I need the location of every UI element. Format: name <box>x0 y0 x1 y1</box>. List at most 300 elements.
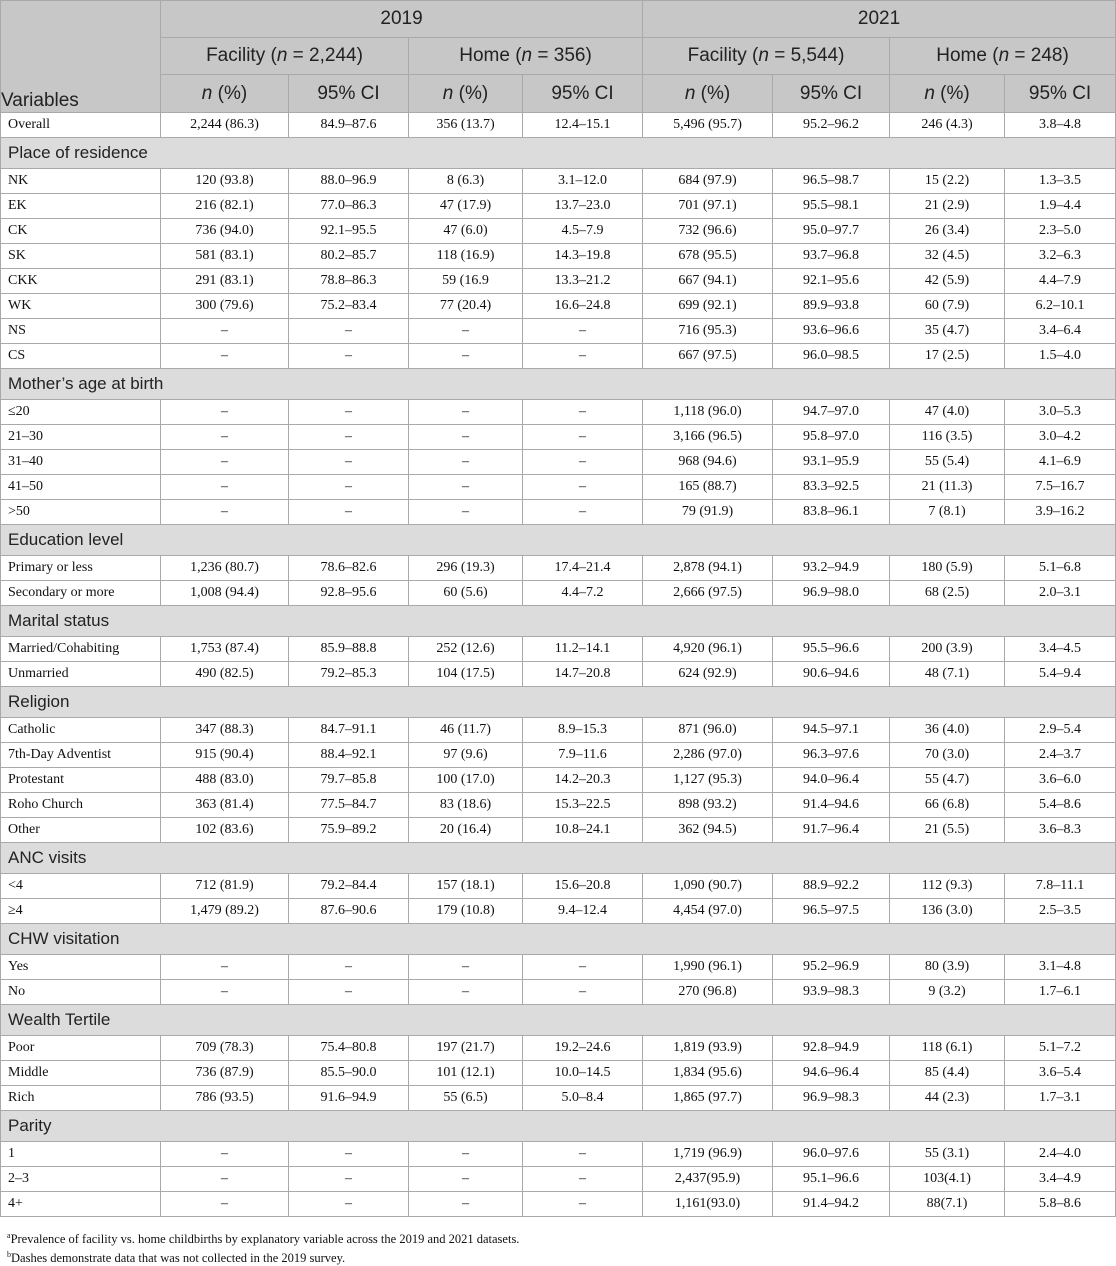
row-label: SK <box>1 244 161 269</box>
table-cell: 78.6–82.6 <box>289 556 409 581</box>
table-cell: 667 (94.1) <box>643 269 773 294</box>
table-cell: 46 (11.7) <box>409 718 523 743</box>
table-cell: 1,479 (89.2) <box>161 899 289 924</box>
table-row <box>1 400 1116 425</box>
table-cell: 5.1–6.8 <box>1005 556 1116 581</box>
section-header-row <box>1 687 1116 718</box>
table-cell: 200 (3.9) <box>890 637 1005 662</box>
row-label: NS <box>1 319 161 344</box>
table-cell: 21 (2.9) <box>890 194 1005 219</box>
table-cell: 10.8–24.1 <box>523 818 643 843</box>
table-cell: 92.1–95.5 <box>289 219 409 244</box>
table-cell: – <box>409 475 523 500</box>
table-cell: 8 (6.3) <box>409 169 523 194</box>
table-cell: 2,878 (94.1) <box>643 556 773 581</box>
table-cell: 15 (2.2) <box>890 169 1005 194</box>
table-cell: 291 (83.1) <box>161 269 289 294</box>
table-cell: – <box>289 955 409 980</box>
table-row <box>1 344 1116 369</box>
table-cell: 684 (97.9) <box>643 169 773 194</box>
table-cell: 488 (83.0) <box>161 768 289 793</box>
table-row <box>1 269 1116 294</box>
table-cell: 14.2–20.3 <box>523 768 643 793</box>
table-cell: 120 (93.8) <box>161 169 289 194</box>
table-cell: 12.4–15.1 <box>523 113 643 138</box>
table-cell: 10.0–14.5 <box>523 1061 643 1086</box>
table-cell: 15.6–20.8 <box>523 874 643 899</box>
table-cell: 1,090 (90.7) <box>643 874 773 899</box>
table-cell: – <box>289 980 409 1005</box>
row-label: Overall <box>1 113 161 138</box>
table-cell: 624 (92.9) <box>643 662 773 687</box>
table-cell: 68 (2.5) <box>890 581 1005 606</box>
row-label: 21–30 <box>1 425 161 450</box>
table-cell: 6.2–10.1 <box>1005 294 1116 319</box>
table-cell: – <box>409 1192 523 1217</box>
table-cell: 3.2–6.3 <box>1005 244 1116 269</box>
table-cell: 88.0–96.9 <box>289 169 409 194</box>
table-cell: 1,753 (87.4) <box>161 637 289 662</box>
row-label: Catholic <box>1 718 161 743</box>
table-cell: 716 (95.3) <box>643 319 773 344</box>
table-cell: 95.2–96.9 <box>773 955 890 980</box>
table-cell: 79.2–84.4 <box>289 874 409 899</box>
table-row <box>1 1192 1116 1217</box>
table-cell: 47 (17.9) <box>409 194 523 219</box>
table-cell: – <box>161 1142 289 1167</box>
row-label: Rich <box>1 1086 161 1111</box>
table-cell: 179 (10.8) <box>409 899 523 924</box>
table-cell: 13.7–23.0 <box>523 194 643 219</box>
table-cell: 94.5–97.1 <box>773 718 890 743</box>
table-cell: 92.8–95.6 <box>289 581 409 606</box>
row-label: 7th-Day Adventist <box>1 743 161 768</box>
table-cell: 66 (6.8) <box>890 793 1005 818</box>
row-label: ≤20 <box>1 400 161 425</box>
table-cell: 87.6–90.6 <box>289 899 409 924</box>
table-cell: 95.0–97.7 <box>773 219 890 244</box>
footnote-b: $^b$Dashes demonstrate data that was not collected in the 2019 survey. <box>7 1250 346 1266</box>
section-header-row <box>1 138 1116 169</box>
row-label: CKK <box>1 269 161 294</box>
table-cell: – <box>161 475 289 500</box>
table-cell: 1.7–3.1 <box>1005 1086 1116 1111</box>
row-label: 2–3 <box>1 1167 161 1192</box>
table-cell: – <box>161 500 289 525</box>
n-pct-header: n (%) <box>409 75 523 113</box>
table-cell: 14.7–20.8 <box>523 662 643 687</box>
table-cell: – <box>523 344 643 369</box>
table-cell: 5.0–8.4 <box>523 1086 643 1111</box>
table-cell: 3.0–5.3 <box>1005 400 1116 425</box>
table-cell: 786 (93.5) <box>161 1086 289 1111</box>
section-title: Place of residence <box>1 138 1116 169</box>
table-cell: 102 (83.6) <box>161 818 289 843</box>
row-label: <4 <box>1 874 161 899</box>
table-cell: 85.5–90.0 <box>289 1061 409 1086</box>
table-cell: 1,819 (93.9) <box>643 1036 773 1061</box>
section-title: Education level <box>1 525 1116 556</box>
table-cell: 95.5–98.1 <box>773 194 890 219</box>
table-cell: 157 (18.1) <box>409 874 523 899</box>
table-cell: 59 (16.9 <box>409 269 523 294</box>
table-cell: 3.4–6.4 <box>1005 319 1116 344</box>
table-cell: 732 (96.6) <box>643 219 773 244</box>
table-cell: – <box>161 955 289 980</box>
table-cell: 96.5–98.7 <box>773 169 890 194</box>
table-cell: 363 (81.4) <box>161 793 289 818</box>
table-cell: 709 (78.3) <box>161 1036 289 1061</box>
table-cell: 17.4–21.4 <box>523 556 643 581</box>
table-cell: 1,865 (97.7) <box>643 1086 773 1111</box>
table-cell: 3,166 (96.5) <box>643 425 773 450</box>
table-cell: – <box>409 400 523 425</box>
table-cell: 136 (3.0) <box>890 899 1005 924</box>
table-cell: 490 (82.5) <box>161 662 289 687</box>
table-cell: – <box>161 425 289 450</box>
table-cell: – <box>523 425 643 450</box>
table-cell: 19.2–24.6 <box>523 1036 643 1061</box>
table-cell: – <box>289 344 409 369</box>
facility-2021-header: Facility (n = 5,544) <box>643 38 890 75</box>
table-cell: 96.9–98.0 <box>773 581 890 606</box>
table-cell: 95.1–96.6 <box>773 1167 890 1192</box>
table-cell: 96.3–97.6 <box>773 743 890 768</box>
table-cell: – <box>523 450 643 475</box>
table-cell: 60 (7.9) <box>890 294 1005 319</box>
table-cell: 95.2–96.2 <box>773 113 890 138</box>
table-cell: 15.3–22.5 <box>523 793 643 818</box>
section-header-row <box>1 606 1116 637</box>
row-label: Married/Cohabiting <box>1 637 161 662</box>
table-cell: 75.4–80.8 <box>289 1036 409 1061</box>
n-pct-header: n (%) <box>890 75 1005 113</box>
table-row <box>1 500 1116 525</box>
table-cell: 80 (3.9) <box>890 955 1005 980</box>
table-cell: 4,920 (96.1) <box>643 637 773 662</box>
table-row <box>1 768 1116 793</box>
table-row <box>1 818 1116 843</box>
table-cell: 20 (16.4) <box>409 818 523 843</box>
section-title: Parity <box>1 1111 1116 1142</box>
section-header-row <box>1 843 1116 874</box>
table-cell: – <box>289 450 409 475</box>
table-cell: 3.6–8.3 <box>1005 818 1116 843</box>
table-cell: 96.0–98.5 <box>773 344 890 369</box>
table-cell: 5.1–7.2 <box>1005 1036 1116 1061</box>
table-cell: 79.2–85.3 <box>289 662 409 687</box>
table-cell: 96.5–97.5 <box>773 899 890 924</box>
table-cell: – <box>289 1167 409 1192</box>
table-cell: – <box>161 1167 289 1192</box>
table-cell: 93.1–95.9 <box>773 450 890 475</box>
table-row <box>1 319 1116 344</box>
table-cell: 2.4–4.0 <box>1005 1142 1116 1167</box>
table-cell: 55 (6.5) <box>409 1086 523 1111</box>
table-cell: 91.7–96.4 <box>773 818 890 843</box>
table-row <box>1 1086 1116 1111</box>
table-cell: 75.9–89.2 <box>289 818 409 843</box>
ci-header: 95% CI <box>1005 75 1116 113</box>
table-cell: 4.4–7.2 <box>523 581 643 606</box>
table-cell: 85.9–88.8 <box>289 637 409 662</box>
table-cell: 91.6–94.9 <box>289 1086 409 1111</box>
table-cell: 2,437(95.9) <box>643 1167 773 1192</box>
table-cell: 94.7–97.0 <box>773 400 890 425</box>
table-cell: 915 (90.4) <box>161 743 289 768</box>
ci-header: 95% CI <box>773 75 890 113</box>
n-pct-header: n (%) <box>643 75 773 113</box>
table-cell: 9.4–12.4 <box>523 899 643 924</box>
row-label: 1 <box>1 1142 161 1167</box>
section-title: Wealth Tertile <box>1 1005 1116 1036</box>
row-label: 4+ <box>1 1192 161 1217</box>
table-cell: 1,008 (94.4) <box>161 581 289 606</box>
table-row <box>1 1036 1116 1061</box>
table-cell: 898 (93.2) <box>643 793 773 818</box>
table-cell: 1,834 (95.6) <box>643 1061 773 1086</box>
table-cell: 701 (97.1) <box>643 194 773 219</box>
table-cell: 1.7–6.1 <box>1005 980 1116 1005</box>
table-cell: – <box>289 1142 409 1167</box>
table-cell: 11.2–14.1 <box>523 637 643 662</box>
table-header <box>1 1 1116 113</box>
table-cell: 91.4–94.2 <box>773 1192 890 1217</box>
table-cell: 2,286 (97.0) <box>643 743 773 768</box>
table-cell: 4.5–7.9 <box>523 219 643 244</box>
section-title: CHW visitation <box>1 924 1116 955</box>
table-cell: 88.4–92.1 <box>289 743 409 768</box>
table-cell: 296 (19.3) <box>409 556 523 581</box>
table-cell: 3.1–12.0 <box>523 169 643 194</box>
table-cell: 300 (79.6) <box>161 294 289 319</box>
table-cell: 5.8–8.6 <box>1005 1192 1116 1217</box>
table-cell: 3.1–4.8 <box>1005 955 1116 980</box>
table-cell: – <box>289 319 409 344</box>
table-cell: 197 (21.7) <box>409 1036 523 1061</box>
table-cell: 96.0–97.6 <box>773 1142 890 1167</box>
table-cell: 47 (4.0) <box>890 400 1005 425</box>
table-cell: 3.4–4.5 <box>1005 637 1116 662</box>
table-cell: – <box>409 450 523 475</box>
table-cell: 699 (92.1) <box>643 294 773 319</box>
table-cell: 356 (13.7) <box>409 113 523 138</box>
table-row <box>1 980 1116 1005</box>
table-cell: 88.9–92.2 <box>773 874 890 899</box>
table-cell: 55 (4.7) <box>890 768 1005 793</box>
table-cell: – <box>409 319 523 344</box>
table-cell: 91.4–94.6 <box>773 793 890 818</box>
table-row <box>1 1142 1116 1167</box>
table-cell: 16.6–24.8 <box>523 294 643 319</box>
table-row <box>1 874 1116 899</box>
table-cell: 44 (2.3) <box>890 1086 1005 1111</box>
table-cell: 7.8–11.1 <box>1005 874 1116 899</box>
row-label: Unmarried <box>1 662 161 687</box>
table-cell: 1,990 (96.1) <box>643 955 773 980</box>
table-cell: 1.3–3.5 <box>1005 169 1116 194</box>
table-cell: 9 (3.2) <box>890 980 1005 1005</box>
table-cell: 84.9–87.6 <box>289 113 409 138</box>
table-cell: 180 (5.9) <box>890 556 1005 581</box>
year-2021-header: 2021 <box>643 1 1116 38</box>
section-header-row <box>1 924 1116 955</box>
table-row <box>1 169 1116 194</box>
table-cell: 667 (97.5) <box>643 344 773 369</box>
table-cell: 5,496 (95.7) <box>643 113 773 138</box>
section-header-row <box>1 525 1116 556</box>
row-label: No <box>1 980 161 1005</box>
table-cell: 77.0–86.3 <box>289 194 409 219</box>
table-cell: – <box>161 980 289 1005</box>
row-label: 41–50 <box>1 475 161 500</box>
table-cell: 92.8–94.9 <box>773 1036 890 1061</box>
table-cell: 118 (16.9) <box>409 244 523 269</box>
row-label: Other <box>1 818 161 843</box>
table-cell: – <box>409 980 523 1005</box>
row-label: CK <box>1 219 161 244</box>
home-2021-header: Home (n = 248) <box>890 38 1116 75</box>
table-row <box>1 581 1116 606</box>
table-cell: 78.8–86.3 <box>289 269 409 294</box>
table-cell: – <box>523 475 643 500</box>
table-cell: 4,454 (97.0) <box>643 899 773 924</box>
table-cell: – <box>409 344 523 369</box>
table-row <box>1 637 1116 662</box>
table-body <box>1 113 1116 1217</box>
table-row <box>1 899 1116 924</box>
table-cell: 93.6–96.6 <box>773 319 890 344</box>
table-cell: 1.9–4.4 <box>1005 194 1116 219</box>
table-cell: 17 (2.5) <box>890 344 1005 369</box>
table-row <box>1 450 1116 475</box>
table-cell: 2.0–3.1 <box>1005 581 1116 606</box>
section-title: Marital status <box>1 606 1116 637</box>
table-cell: 712 (81.9) <box>161 874 289 899</box>
table-cell: 95.8–97.0 <box>773 425 890 450</box>
table-cell: 93.2–94.9 <box>773 556 890 581</box>
table-cell: 871 (96.0) <box>643 718 773 743</box>
table-cell: – <box>289 475 409 500</box>
section-header-row <box>1 1111 1116 1142</box>
year-2019-header: 2019 <box>161 1 643 38</box>
table-cell: 4.4–7.9 <box>1005 269 1116 294</box>
table-cell: 100 (17.0) <box>409 768 523 793</box>
table-cell: 2,244 (86.3) <box>161 113 289 138</box>
table-cell: 1,127 (95.3) <box>643 768 773 793</box>
table-cell: 678 (95.5) <box>643 244 773 269</box>
table-cell: – <box>409 955 523 980</box>
table-row <box>1 955 1116 980</box>
table-cell: – <box>523 1142 643 1167</box>
row-label: EK <box>1 194 161 219</box>
table-cell: 165 (88.7) <box>643 475 773 500</box>
table-row <box>1 194 1116 219</box>
table-cell: 3.8–4.8 <box>1005 113 1116 138</box>
section-title: ANC visits <box>1 843 1116 874</box>
table-cell: 116 (3.5) <box>890 425 1005 450</box>
table-cell: – <box>161 344 289 369</box>
table-cell: 2.5–3.5 <box>1005 899 1116 924</box>
table-cell: 104 (17.5) <box>409 662 523 687</box>
table-cell: 5.4–8.6 <box>1005 793 1116 818</box>
row-label: 31–40 <box>1 450 161 475</box>
table-cell: 36 (4.0) <box>890 718 1005 743</box>
table-cell: 2.4–3.7 <box>1005 743 1116 768</box>
table-cell: 3.6–5.4 <box>1005 1061 1116 1086</box>
ci-header: 95% CI <box>523 75 643 113</box>
table-row <box>1 793 1116 818</box>
table-cell: 968 (94.6) <box>643 450 773 475</box>
table-cell: – <box>161 450 289 475</box>
table-cell: – <box>161 400 289 425</box>
table-cell: 79 (91.9) <box>643 500 773 525</box>
table-cell: – <box>409 500 523 525</box>
table-cell: 93.9–98.3 <box>773 980 890 1005</box>
table-cell: 112 (9.3) <box>890 874 1005 899</box>
table-cell: 96.9–98.3 <box>773 1086 890 1111</box>
table-cell: – <box>523 980 643 1005</box>
table-cell: 83 (18.6) <box>409 793 523 818</box>
table-cell: 89.9–93.8 <box>773 294 890 319</box>
table-cell: 94.0–96.4 <box>773 768 890 793</box>
table-row <box>1 1167 1116 1192</box>
table-row <box>1 475 1116 500</box>
table-cell: 93.7–96.8 <box>773 244 890 269</box>
table-cell: 83.8–96.1 <box>773 500 890 525</box>
table-cell: 216 (82.1) <box>161 194 289 219</box>
table-cell: – <box>523 319 643 344</box>
row-label: Poor <box>1 1036 161 1061</box>
table-cell: 3.0–4.2 <box>1005 425 1116 450</box>
table-cell: 80.2–85.7 <box>289 244 409 269</box>
table-cell: 4.1–6.9 <box>1005 450 1116 475</box>
row-label: >50 <box>1 500 161 525</box>
table-row <box>1 662 1116 687</box>
row-label: ≥4 <box>1 899 161 924</box>
footnote-a: $^a$Prevalence of facility vs. home childbirths by explanatory variable across the 2019 and 2021 datasets. <box>7 1231 520 1247</box>
n-pct-header: n (%) <box>161 75 289 113</box>
row-label: CS <box>1 344 161 369</box>
table-cell: 1.5–4.0 <box>1005 344 1116 369</box>
table-row <box>1 718 1116 743</box>
table-cell: 97 (9.6) <box>409 743 523 768</box>
table-row <box>1 244 1116 269</box>
table-cell: 77 (20.4) <box>409 294 523 319</box>
table-cell: 1,161(93.0) <box>643 1192 773 1217</box>
table-cell: 35 (4.7) <box>890 319 1005 344</box>
section-header-row <box>1 1005 1116 1036</box>
table-cell: – <box>409 1142 523 1167</box>
table-cell: 101 (12.1) <box>409 1061 523 1086</box>
table-cell: 77.5–84.7 <box>289 793 409 818</box>
table-cell: 1,236 (80.7) <box>161 556 289 581</box>
table-cell: 3.6–6.0 <box>1005 768 1116 793</box>
table-cell: 21 (5.5) <box>890 818 1005 843</box>
table-cell: 42 (5.9) <box>890 269 1005 294</box>
table-cell: 2,666 (97.5) <box>643 581 773 606</box>
table-cell: 347 (88.3) <box>161 718 289 743</box>
table-cell: 8.9–15.3 <box>523 718 643 743</box>
table-cell: 14.3–19.8 <box>523 244 643 269</box>
table-cell: 118 (6.1) <box>890 1036 1005 1061</box>
overall-row <box>1 113 1116 138</box>
table-cell: 84.7–91.1 <box>289 718 409 743</box>
table-cell: 79.7–85.8 <box>289 768 409 793</box>
table-cell: – <box>523 500 643 525</box>
table-cell: 736 (87.9) <box>161 1061 289 1086</box>
table-cell: – <box>523 955 643 980</box>
